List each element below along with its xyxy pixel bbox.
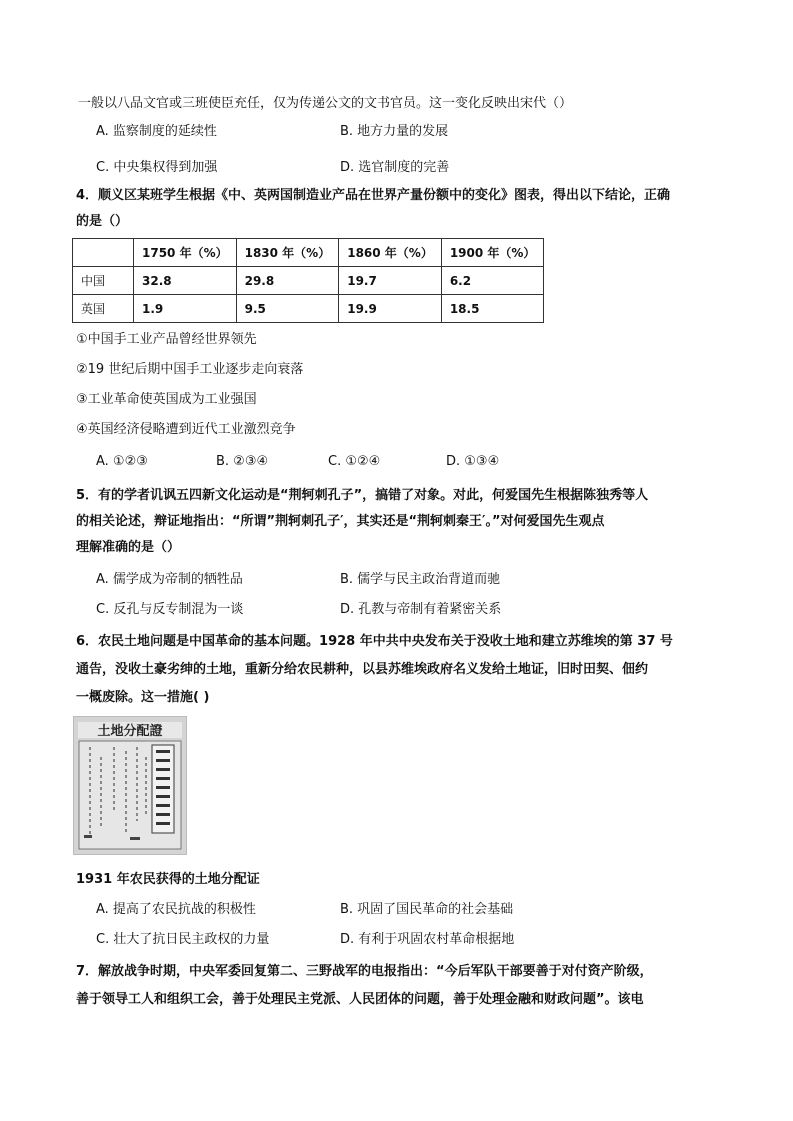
table-cell: 9.5: [236, 295, 339, 323]
certificate-header-text: 土地分配證: [97, 724, 163, 739]
table-header-cell: 1860 年（%）: [339, 239, 442, 267]
table-row: [73, 267, 544, 295]
q5-stem-line1: 5．有的学者讥讽五四新文化运动是“荆轲刺孔子”，搞错了对象。对此，何爱国先生根据陈独秀等人: [76, 488, 649, 503]
q5-option-d[interactable]: D. 孔教与帝制有着紧密关系: [340, 602, 502, 617]
q5-stem-line3: 理解准确的是（）: [76, 540, 181, 555]
table-header-cell: 1830 年（%）: [236, 239, 339, 267]
table-header-cell: [73, 239, 134, 267]
photo-caption: 1931 年农民获得的土地分配证: [76, 872, 260, 887]
q5-stem-line2: 的相关论述，辩证地指出：“所谓”荆轲刺孔子′，其实还是“荆轲刺秦王′。”对何爱国先生观点: [76, 514, 605, 529]
q4-option-b[interactable]: B. ②③④: [216, 454, 269, 469]
q7-stem-line1: 7．解放战争时期，中央军委回复第二、三野战军的电报指出：“今后军队干部要善于对付资产阶级，: [76, 964, 653, 979]
q4-statement-4: ④英国经济侵略遭到近代工业激烈竞争: [76, 422, 296, 437]
q3-stem-tail: 一般以八品文官或三班使臣充任，仅为传递公文的文书官员。这一变化反映出宋代（）: [78, 96, 573, 111]
q4-statement-3: ③工业革命使英国成为工业强国: [76, 392, 257, 407]
table-cell: 19.9: [339, 295, 442, 323]
q6-option-b[interactable]: B. 巩固了国民革命的社会基础: [340, 902, 514, 917]
q3-option-d[interactable]: D. 选官制度的完善: [340, 160, 450, 175]
q4-statement-1: ①中国手工业产品曾经世界领先: [76, 332, 257, 347]
q4-statement-2: ②19 世纪后期中国手工业逐步走向衰落: [76, 362, 304, 377]
q7-stem-line2: 善于领导工人和组织工会，善于处理民主党派、人民团体的问题，善于处理金融和财政问题”。该电: [76, 992, 644, 1007]
q4-data-table: [72, 238, 544, 323]
table-cell: 19.7: [339, 267, 442, 295]
table-header-cell: 1750 年（%）: [134, 239, 237, 267]
table-cell: 32.8: [134, 267, 237, 295]
q3-option-c[interactable]: C. 中央集权得到加强: [96, 160, 218, 175]
table-cell: 18.5: [441, 295, 544, 323]
q4-option-a[interactable]: A. ①②③: [96, 454, 148, 469]
q5-option-c[interactable]: C. 反孔与反专制混为一谈: [96, 602, 244, 617]
q6-option-c[interactable]: C. 壮大了抗日民主政权的力量: [96, 932, 270, 947]
q6-stem-line3: 一概废除。这一措施( ): [76, 690, 210, 705]
land-certificate-illustration: [74, 717, 186, 854]
land-certificate-photo: [73, 716, 187, 855]
q6-stem-line1: 6．农民土地问题是中国革命的基本问题。1928 年中共中央发布关于没收土地和建立苏维埃的第 37 号: [76, 634, 673, 649]
q6-option-d[interactable]: D. 有利于巩固农村革命根据地: [340, 932, 515, 947]
q3-option-b[interactable]: B. 地方力量的发展: [340, 124, 449, 139]
table-cell: 6.2: [441, 267, 544, 295]
q3-option-a[interactable]: A. 监察制度的延续性: [96, 124, 217, 139]
table-row: [73, 295, 544, 323]
q4-stem-line1: 4．顺义区某班学生根据《中、英两国制造业产品在世界产量份额中的变化》图表，得出以下结论，正确: [76, 188, 671, 203]
q4-stem-line2: 的是（）: [76, 214, 129, 229]
table-header-row: [73, 239, 544, 267]
table-cell: 29.8: [236, 267, 339, 295]
table-cell: 1.9: [134, 295, 237, 323]
table-cell: 英国: [73, 295, 134, 323]
table-header-cell: 1900 年（%）: [441, 239, 544, 267]
q4-option-d[interactable]: D. ①③④: [446, 454, 500, 469]
table-cell: 中国: [73, 267, 134, 295]
q5-option-b[interactable]: B. 儒学与民主政治背道而驰: [340, 572, 501, 587]
q5-option-a[interactable]: A. 儒学成为帝制的牺牲品: [96, 572, 243, 587]
q4-option-c[interactable]: C. ①②④: [328, 454, 381, 469]
q6-option-a[interactable]: A. 提高了农民抗战的积极性: [96, 902, 256, 917]
q6-stem-line2: 通告，没收土豪劣绅的土地，重新分给农民耕种，以县苏维埃政府名义发给土地证，旧时田契、佃约: [76, 662, 649, 677]
